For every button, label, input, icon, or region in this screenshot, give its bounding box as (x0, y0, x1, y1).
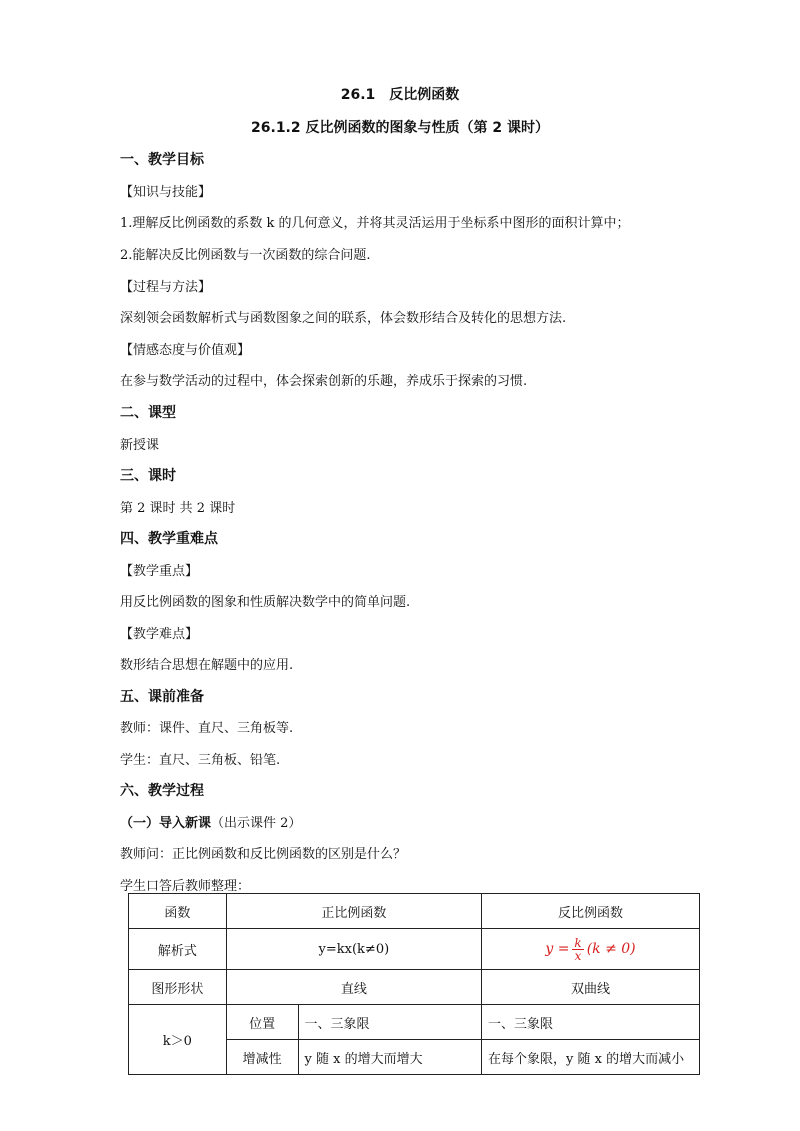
section-1-sub-attitude: 【情感态度与价值观】 (120, 343, 251, 358)
section-5-heading: 五、课前准备 (120, 689, 204, 705)
doc-subtitle: 26.1.2 反比例函数的图象与性质（第 2 课时） (251, 120, 549, 136)
table-cell-inverse-expression (482, 929, 700, 970)
comparison-table (128, 893, 700, 1075)
section-3-text: 第 2 课时 共 2 课时 (120, 501, 236, 516)
section-1-item-1: 1.理解反比例函数的系数 k 的几何意义，并将其灵活运用于坐标系中图形的面积计算中； (120, 216, 630, 231)
section-6-subheading (120, 812, 301, 831)
table-cell-direct-position: 一、三象限 (298, 1005, 481, 1040)
table-label-k-positive: k＞0 (129, 1005, 227, 1075)
section-4-key-text: 用反比例函数的图象和性质解决数学中的简单问题. (120, 595, 411, 610)
formula-fraction (572, 937, 583, 962)
section-1-item-2: 2.能解决反比例函数与一次函数的综合问题. (120, 248, 371, 263)
inverse-formula (545, 937, 635, 962)
formula-numerator: k (574, 935, 582, 950)
section-5-teacher: 教师：课件、直尺、三角板等. (120, 721, 294, 736)
section-6-sub-normal: （出示课件 2） (211, 816, 302, 831)
table-cell-direct-shape: 直线 (226, 970, 481, 1005)
table-row (129, 1005, 700, 1040)
table-header-function: 函数 (129, 894, 227, 929)
section-4-sub-difficult: 【教学难点】 (120, 627, 199, 642)
section-2-heading: 二、课型 (120, 405, 176, 421)
section-1-heading: 一、教学目标 (120, 152, 204, 168)
section-6-answer: 学生口答后教师整理： (120, 879, 251, 894)
section-4-sub-key: 【教学重点】 (120, 564, 199, 579)
formula-condition: (k ≠ 0) (586, 941, 636, 957)
table-cell-direct-expression: y=kx(k≠0) (226, 929, 481, 970)
formula-y: y = (545, 941, 570, 957)
section-1-process-text: 深刻领会函数解析式与函数图象之间的联系，体会数形结合及转化的思想方法. (120, 311, 567, 326)
table-label-position: 位置 (226, 1005, 298, 1040)
section-3-heading: 三、课时 (120, 468, 176, 484)
table-cell-inverse-position: 一、三象限 (482, 1005, 700, 1040)
table-row (129, 929, 700, 970)
table-label-shape: 图形形状 (129, 970, 227, 1005)
formula-denominator: x (574, 948, 582, 963)
table-cell-inverse-shape: 双曲线 (482, 970, 700, 1005)
table-cell-inverse-monotonicity: 在每个象限，y 随 x 的增大而减小 (482, 1040, 700, 1075)
section-1-sub-knowledge: 【知识与技能】 (120, 185, 212, 200)
section-4-heading: 四、教学重难点 (120, 531, 218, 547)
section-6-sub-bold: （一）导入新课 (120, 816, 212, 831)
table-row (129, 894, 700, 929)
section-5-student: 学生：直尺、三角板、铅笔. (120, 753, 281, 768)
section-4-difficult-text: 数形结合思想在解题中的应用. (120, 658, 294, 673)
table-header-inverse: 反比例函数 (482, 894, 700, 929)
table-cell-direct-monotonicity: y 随 x 的增大而增大 (298, 1040, 481, 1075)
table-row (129, 970, 700, 1005)
section-1-sub-process: 【过程与方法】 (120, 280, 212, 295)
table-label-expression: 解析式 (129, 929, 227, 970)
section-6-heading: 六、教学过程 (120, 783, 204, 799)
doc-title: 26.1 反比例函数 (340, 87, 460, 103)
table-label-monotonicity: 增减性 (226, 1040, 298, 1075)
table-header-direct: 正比例函数 (226, 894, 481, 929)
section-2-text: 新授课 (120, 438, 160, 453)
section-1-attitude-text: 在参与数学活动的过程中，体会探索创新的乐趣，养成乐于探索的习惯. (120, 374, 528, 389)
section-6-question: 教师问：正比例函数和反比例函数的区别是什么？ (120, 847, 407, 862)
